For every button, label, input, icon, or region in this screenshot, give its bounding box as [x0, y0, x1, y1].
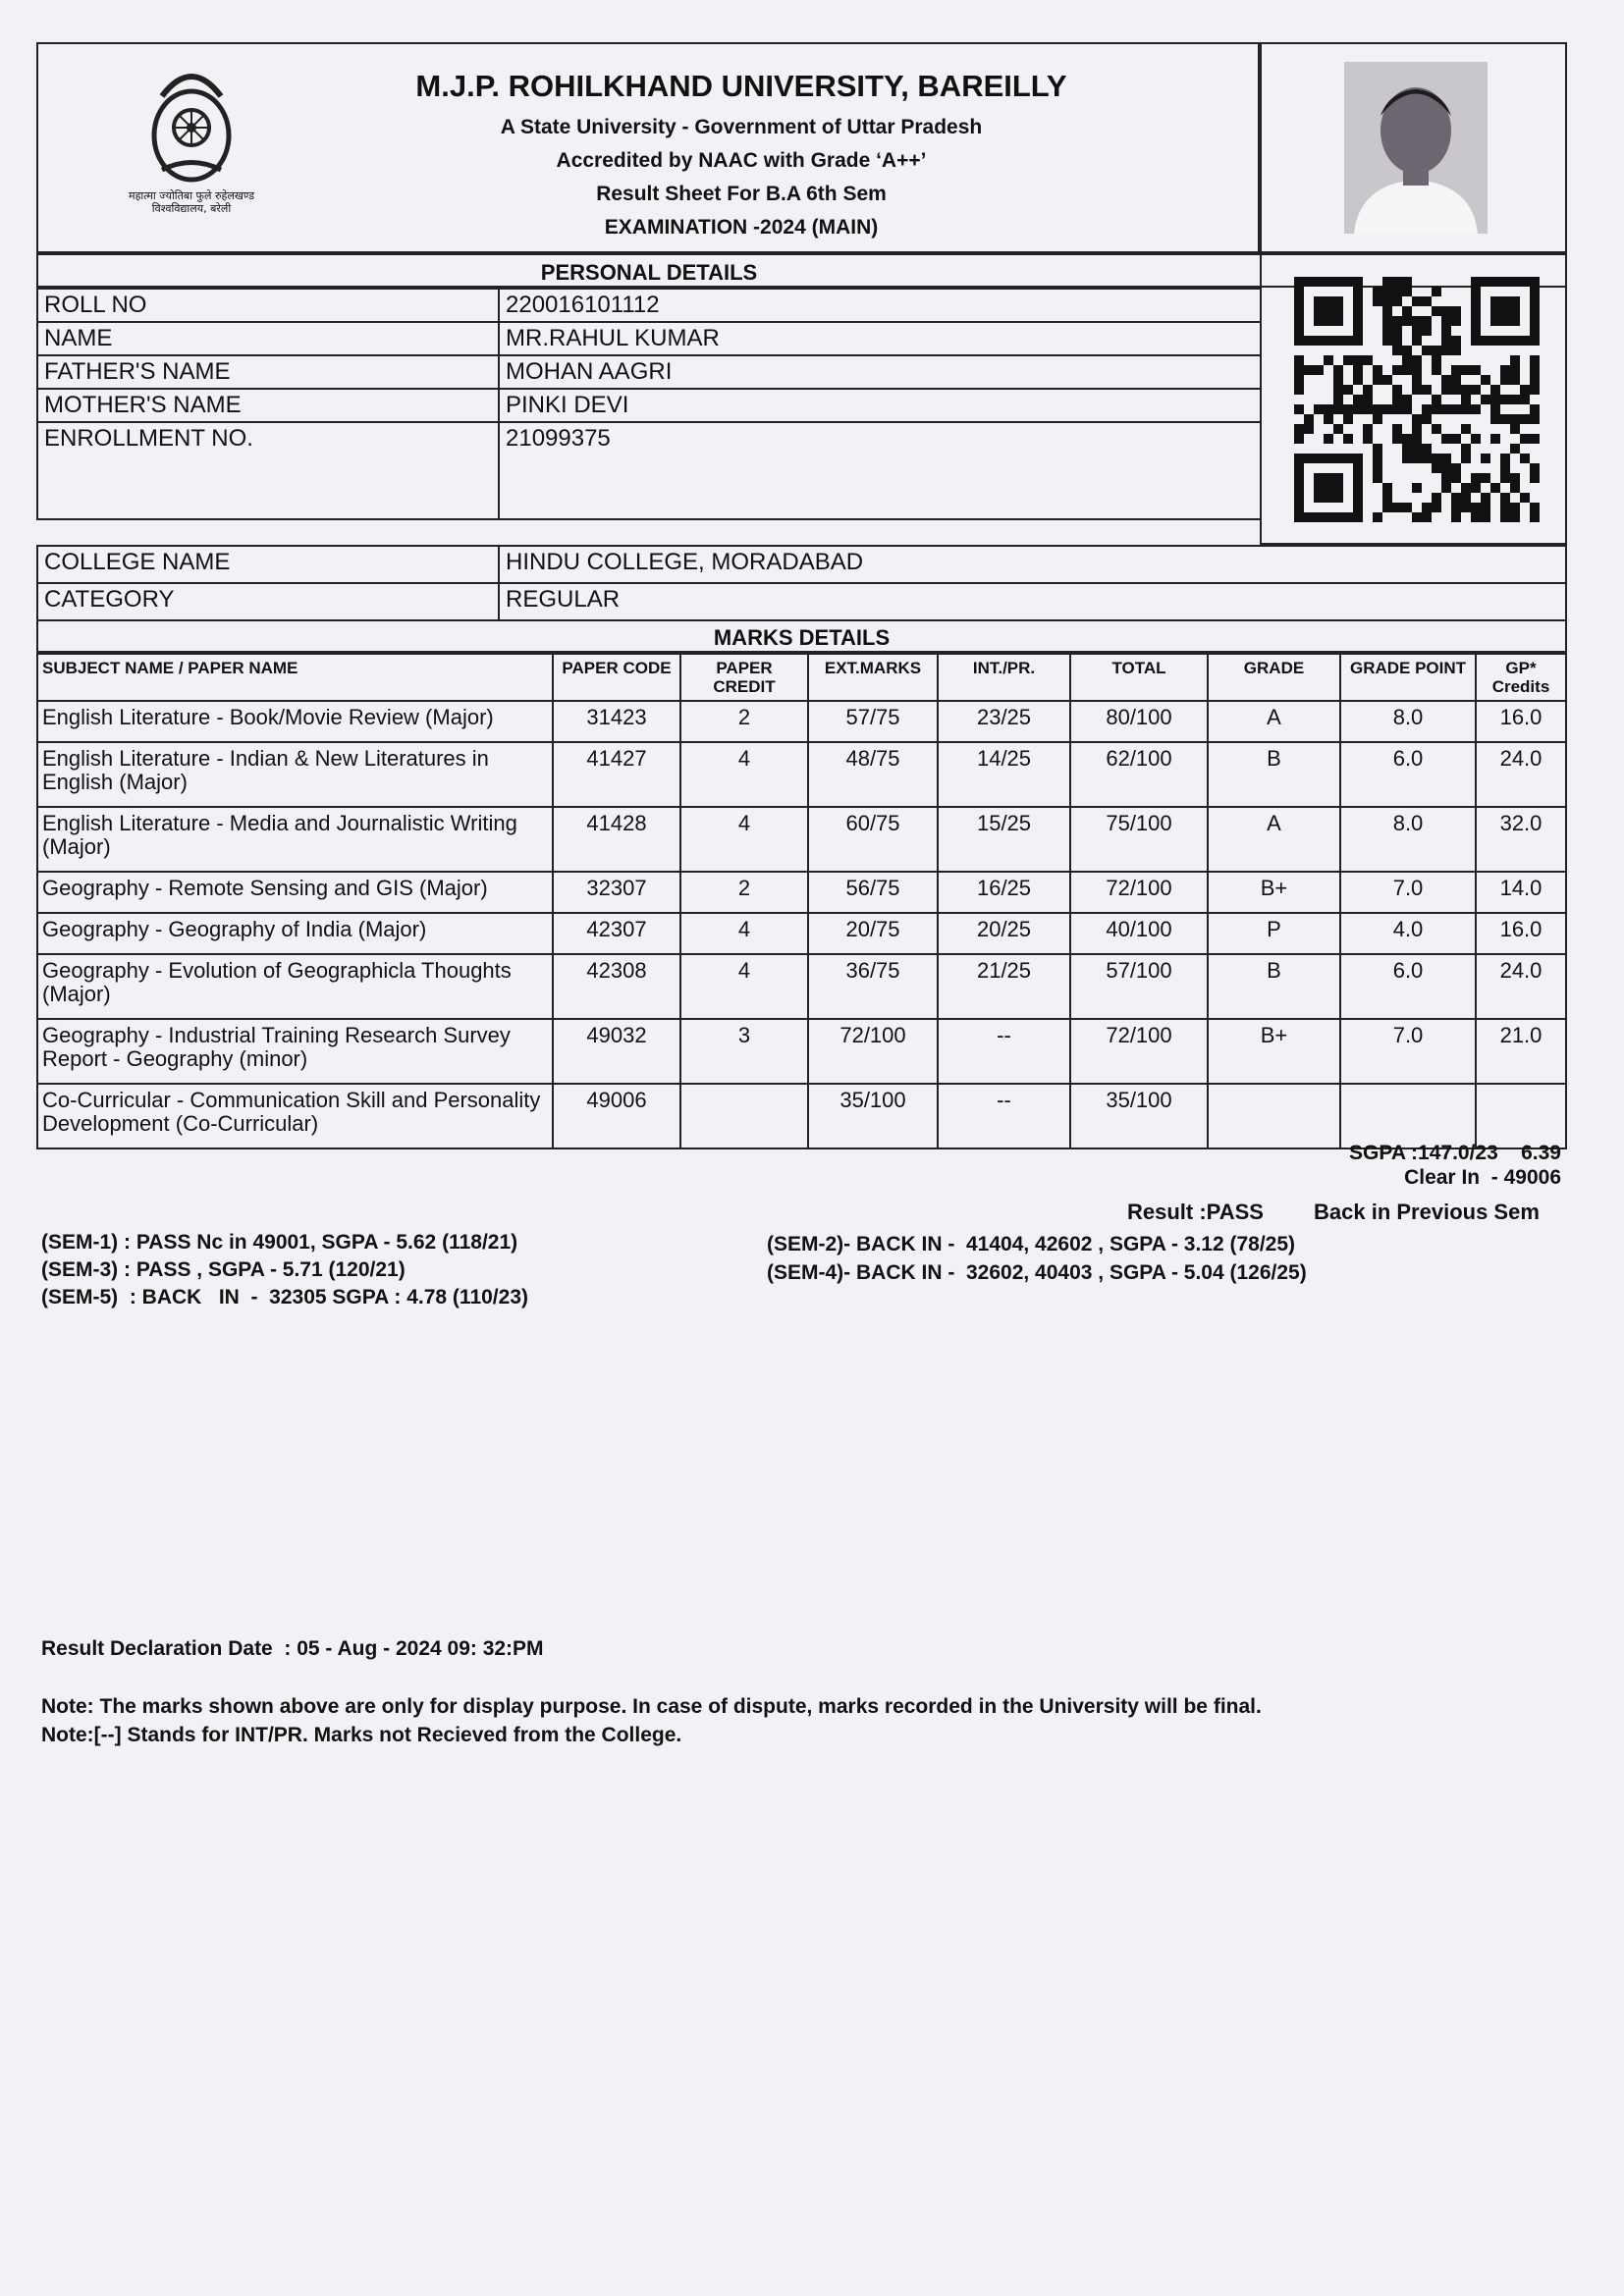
logo-caption: महात्मा ज्योतिबा फुले रुहेलखण्ड विश्वविद्यालय, बरेली	[129, 189, 254, 215]
cell-gp-credits: 24.0	[1476, 954, 1566, 1019]
personal-details-title: PERSONAL DETAILS	[540, 260, 758, 285]
table-row	[37, 872, 1566, 913]
cell-paper-credit: 2	[680, 701, 808, 742]
cell-paper-credit: 4	[680, 807, 808, 872]
cell-paper-code: 49032	[553, 1019, 680, 1084]
sem5-result: (SEM-5) : BACK IN - 32305 SGPA : 4.78 (110/23)	[41, 1286, 528, 1308]
sgpa-summary: SGPA :147.0/23 6.39	[1349, 1142, 1561, 1164]
cell-paper-credit	[680, 1084, 808, 1148]
cell-subject: Geography - Remote Sensing and GIS (Major)	[37, 872, 553, 913]
university-logo	[113, 57, 270, 224]
category-label: CATEGORY	[37, 583, 499, 620]
cell-subject: English Literature - Indian & New Literatures in English (Major)	[37, 742, 553, 807]
father-value: MOHAN AAGRI	[499, 355, 1261, 389]
cell-grade-point: 8.0	[1340, 807, 1476, 872]
col-ext-marks: EXT.MARKS	[808, 654, 938, 701]
sem1-result: (SEM-1) : PASS Nc in 49001, SGPA - 5.62 (118/21)	[41, 1231, 518, 1254]
cell-int-pr: 23/25	[938, 701, 1070, 742]
cell-ext-marks: 57/75	[808, 701, 938, 742]
cell-paper-code: 42307	[553, 913, 680, 954]
cell-grade: B+	[1208, 1019, 1340, 1084]
note-int-pr: Note:[--] Stands for INT/PR. Marks not Recieved from the College.	[41, 1724, 682, 1746]
cell-grade: B	[1208, 954, 1340, 1019]
cell-grade	[1208, 1084, 1340, 1148]
roll-label: ROLL NO	[37, 289, 499, 322]
table-row	[37, 322, 1261, 355]
mother-value: PINKI DEVI	[499, 389, 1261, 422]
cell-gp-credits: 16.0	[1476, 913, 1566, 954]
cell-ext-marks: 36/75	[808, 954, 938, 1019]
cell-paper-credit: 4	[680, 954, 808, 1019]
cell-grade: A	[1208, 701, 1340, 742]
header-text	[275, 69, 1208, 240]
cell-paper-code: 41427	[553, 742, 680, 807]
cell-grade-point: 7.0	[1340, 872, 1476, 913]
col-grade: GRADE	[1208, 654, 1340, 701]
cell-total: 35/100	[1070, 1084, 1208, 1148]
col-grade-point: GRADE POINT	[1340, 654, 1476, 701]
enrollment-label: ENROLLMENT NO.	[37, 422, 499, 519]
table-row	[37, 422, 1261, 519]
cell-int-pr: 15/25	[938, 807, 1070, 872]
personal-details-table	[36, 288, 1262, 520]
cell-gp-credits: 32.0	[1476, 807, 1566, 872]
table-row	[37, 355, 1261, 389]
col-total: TOTAL	[1070, 654, 1208, 701]
table-row	[37, 701, 1566, 742]
cell-int-pr: 16/25	[938, 872, 1070, 913]
table-row	[37, 389, 1261, 422]
mother-label: MOTHER'S NAME	[37, 389, 499, 422]
marks-header-row	[37, 654, 1566, 701]
cell-int-pr: 14/25	[938, 742, 1070, 807]
back-in-previous-sem: Back in Previous Sem	[1314, 1200, 1540, 1224]
table-row	[37, 742, 1566, 807]
cell-total: 62/100	[1070, 742, 1208, 807]
university-name: M.J.P. ROHILKHAND UNIVERSITY, BAREILLY	[415, 69, 1067, 103]
cell-int-pr: 20/25	[938, 913, 1070, 954]
cell-paper-credit: 4	[680, 742, 808, 807]
cell-paper-credit: 4	[680, 913, 808, 954]
cell-subject: Geography - Geography of India (Major)	[37, 913, 553, 954]
cell-total: 75/100	[1070, 807, 1208, 872]
sem2-result: (SEM-2)- BACK IN - 41404, 42602 , SGPA - 3.12 (78/25)	[767, 1233, 1296, 1255]
cell-total: 72/100	[1070, 1019, 1208, 1084]
college-label: COLLEGE NAME	[37, 546, 499, 583]
cell-grade-point: 7.0	[1340, 1019, 1476, 1084]
table-row	[37, 1084, 1566, 1148]
cell-int-pr: 21/25	[938, 954, 1070, 1019]
college-table	[36, 545, 1567, 621]
father-label: FATHER'S NAME	[37, 355, 499, 389]
table-row	[37, 954, 1566, 1019]
cell-gp-credits	[1476, 1084, 1566, 1148]
table-row	[37, 1019, 1566, 1084]
cell-ext-marks: 48/75	[808, 742, 938, 807]
cell-paper-credit: 3	[680, 1019, 808, 1084]
result-declaration-date: Result Declaration Date : 05 - Aug - 2024 09: 32:PM	[41, 1637, 544, 1660]
cell-grade: B+	[1208, 872, 1340, 913]
university-status: A State University - Government of Uttar Pradesh	[500, 116, 983, 138]
marks-details-title: MARKS DETAILS	[713, 625, 891, 650]
roll-value: 220016101112	[499, 289, 1261, 322]
cell-paper-code: 31423	[553, 701, 680, 742]
cell-grade: P	[1208, 913, 1340, 954]
table-row	[37, 546, 1566, 583]
cell-gp-credits: 14.0	[1476, 872, 1566, 913]
cell-subject: Co-Curricular - Communication Skill and Personality Development (Co-Curricular)	[37, 1084, 553, 1148]
examination-title: EXAMINATION -2024 (MAIN)	[604, 216, 879, 239]
cell-grade: B	[1208, 742, 1340, 807]
name-value: MR.RAHUL KUMAR	[499, 322, 1261, 355]
cell-total: 57/100	[1070, 954, 1208, 1019]
cell-paper-code: 41428	[553, 807, 680, 872]
col-paper-code: PAPER CODE	[553, 654, 680, 701]
cell-grade-point: 6.0	[1340, 742, 1476, 807]
cell-ext-marks: 35/100	[808, 1084, 938, 1148]
cell-paper-code: 49006	[553, 1084, 680, 1148]
cell-paper-code: 32307	[553, 872, 680, 913]
table-row	[37, 913, 1566, 954]
table-row	[37, 289, 1261, 322]
marks-table	[36, 653, 1567, 1149]
cell-subject: Geography - Industrial Training Research Survey Report - Geography (minor)	[37, 1019, 553, 1084]
col-gp-credits: GP* Credits	[1476, 654, 1566, 701]
cell-ext-marks: 20/75	[808, 913, 938, 954]
cell-total: 72/100	[1070, 872, 1208, 913]
cell-subject: Geography - Evolution of Geographicla Thoughts (Major)	[37, 954, 553, 1019]
cell-gp-credits: 24.0	[1476, 742, 1566, 807]
cell-paper-code: 42308	[553, 954, 680, 1019]
category-value: REGULAR	[499, 583, 1566, 620]
cell-paper-credit: 2	[680, 872, 808, 913]
cell-grade: A	[1208, 807, 1340, 872]
note-display-purpose: Note: The marks shown above are only for display purpose. In case of dispute, marks recorded in the University will be final.	[41, 1695, 1262, 1718]
col-int-pr: INT./PR.	[938, 654, 1070, 701]
col-paper-credit: PAPER CREDIT	[680, 654, 808, 701]
cell-subject: English Literature - Book/Movie Review (Major)	[37, 701, 553, 742]
cell-ext-marks: 60/75	[808, 807, 938, 872]
name-label: NAME	[37, 322, 499, 355]
enrollment-value: 21099375	[499, 422, 1261, 519]
table-row	[37, 583, 1566, 620]
cell-gp-credits: 16.0	[1476, 701, 1566, 742]
cell-grade-point: 6.0	[1340, 954, 1476, 1019]
cell-grade-point: 8.0	[1340, 701, 1476, 742]
cell-ext-marks: 56/75	[808, 872, 938, 913]
college-value: HINDU COLLEGE, MORADABAD	[499, 546, 1566, 583]
cell-int-pr: --	[938, 1019, 1070, 1084]
cell-ext-marks: 72/100	[808, 1019, 938, 1084]
cell-grade-point	[1340, 1084, 1476, 1148]
student-photo	[1344, 62, 1488, 234]
result-sheet-title: Result Sheet For B.A 6th Sem	[596, 183, 887, 205]
sem4-result: (SEM-4)- BACK IN - 32602, 40403 , SGPA - 5.04 (126/25)	[767, 1261, 1307, 1284]
cell-total: 40/100	[1070, 913, 1208, 954]
cell-grade-point: 4.0	[1340, 913, 1476, 954]
clear-in: Clear In - 49006	[1404, 1166, 1561, 1189]
table-row	[37, 807, 1566, 872]
cell-total: 80/100	[1070, 701, 1208, 742]
cell-int-pr: --	[938, 1084, 1070, 1148]
col-subject: SUBJECT NAME / PAPER NAME	[37, 654, 553, 701]
qr-code-icon	[1294, 277, 1540, 522]
accreditation: Accredited by NAAC with Grade ‘A++’	[556, 149, 927, 172]
cell-subject: English Literature - Media and Journalistic Writing (Major)	[37, 807, 553, 872]
cell-gp-credits: 21.0	[1476, 1019, 1566, 1084]
result-status: Result :PASS	[1127, 1200, 1264, 1224]
sem3-result: (SEM-3) : PASS , SGPA - 5.71 (120/21)	[41, 1258, 406, 1281]
